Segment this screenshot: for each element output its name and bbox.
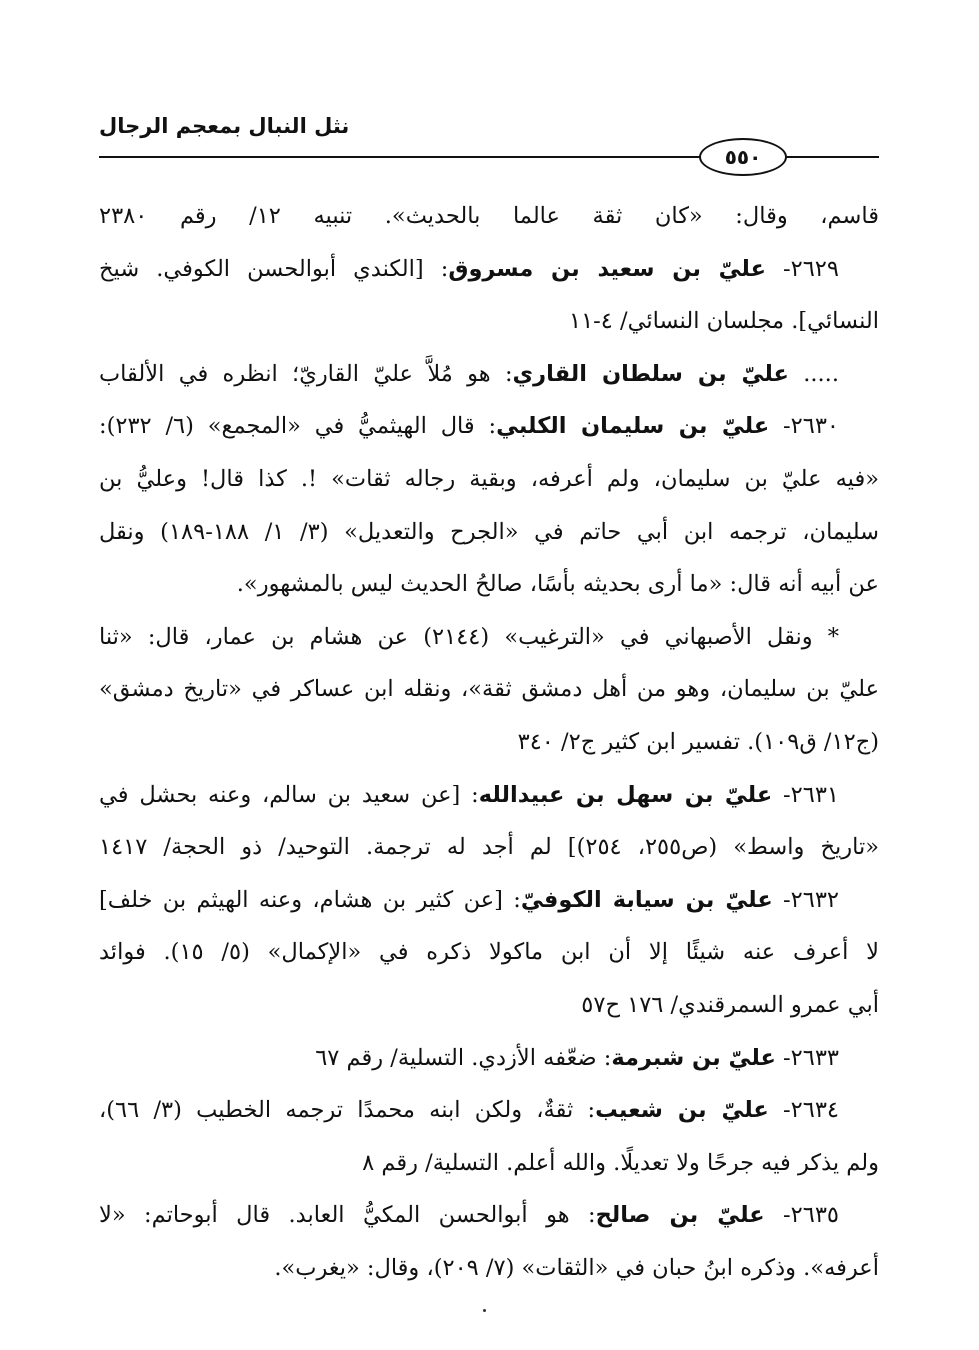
line-text: ٢٦٣٣- bbox=[775, 1044, 839, 1071]
page-number: ٥٥٠ bbox=[699, 138, 787, 176]
line-text: : [عن سعيد بن سالم، وعنه بحشل في bbox=[99, 781, 479, 808]
narrator-name: عليّ بن سيابة الكوفيّ bbox=[520, 886, 773, 913]
line-text: قاسم، وقال: «كان ثقة عالما بالحديث». تنبيه ١٢/ رقم ٢٣٨٠ bbox=[99, 203, 879, 229]
running-title: نثل النبال بمعجم الرجال bbox=[99, 114, 350, 138]
text-line bbox=[99, 243, 879, 296]
narrator-name: عليّ بن سلطان القاري bbox=[512, 360, 789, 387]
line-text: : قال الهيثميُّ في «المجمع» (٦/ ٢٣٢): bbox=[99, 413, 497, 440]
line-text: أعرفه». وذكره ابنُ حبان في «الثقات» (٧/ ٢٠٩)، وقال: «يغرب». bbox=[274, 1254, 879, 1281]
text-line bbox=[99, 874, 879, 927]
line-text: ..... bbox=[788, 360, 839, 387]
line-text: : هو أبوالحسن المكيُّ العابد. قال أبوحاتم: «لا bbox=[99, 1202, 596, 1229]
line-text: «تاريخ واسط» (ص٢٥٥، ٢٥٤)] لم أجد له ترجمة. التوحيد/ ذو الحجة/ ١٤١٧ bbox=[99, 834, 879, 861]
line-text: ٢٦٣٢- bbox=[772, 886, 840, 913]
narrator-name: عليّ بن شعيب bbox=[595, 1097, 769, 1124]
page-header bbox=[99, 108, 879, 172]
line-text: النسائي]. مجلسان النسائي/ ٤-١١ bbox=[569, 308, 879, 335]
line-text: «فيه عليّ بن سليمان، ولم أعرفه، وبقية رجاله ثقات» !. كذا قال! وعليُّ بن bbox=[99, 465, 879, 492]
text-line bbox=[99, 558, 879, 611]
text-line bbox=[99, 663, 879, 716]
line-text: : [عن كثير بن هشام، وعنه الهيثم بن خلف] bbox=[99, 886, 521, 913]
line-text: : هو مُلاَّ عليّ القاريّ؛ انظره في الألقاب bbox=[99, 360, 513, 387]
text-line bbox=[99, 506, 879, 559]
line-text: ٢٦٣٥- bbox=[764, 1202, 839, 1229]
narrator-name: عليّ بن صالح bbox=[595, 1202, 765, 1229]
text-line bbox=[99, 400, 879, 453]
line-text: (ج١٢/ ق١٠٩). تفسير ابن كثير ج٢/ ٣٤٠ bbox=[517, 728, 879, 755]
text-line bbox=[99, 716, 879, 769]
text-line bbox=[99, 453, 879, 506]
line-text: أبي عمرو السمرقندي/ ١٧٦ ح٥٧ bbox=[581, 991, 879, 1018]
text-line bbox=[99, 1137, 879, 1190]
line-text: ولم يذكر فيه جرحًا ولا تعديلًا. والله أعلم. التسلية/ رقم ٨ bbox=[362, 1149, 879, 1176]
text-line bbox=[99, 1084, 879, 1137]
line-text: : ضعّفه الأزدي. التسلية/ رقم ٦٧ bbox=[315, 1044, 612, 1071]
text-line bbox=[99, 821, 879, 874]
narrator-name: عليّ بن شبرمة bbox=[611, 1044, 776, 1071]
line-text: ٢٦٣١- bbox=[772, 781, 839, 808]
text-line bbox=[99, 348, 879, 401]
text-line bbox=[99, 769, 879, 822]
narrator-name: عليّ بن سهل بن عبيدالله bbox=[478, 781, 773, 808]
line-text: سليمان، ترجمه ابن أبي حاتم في «الجرح والتعديل» (٣/ ١/ ١٨٨-١٨٩) ونقل bbox=[99, 518, 879, 545]
line-text: عليّ بن سليمان، وهو من أهل دمشق ثقة»، ونقله ابن عساكر في «تاريخ دمشق» bbox=[99, 676, 879, 703]
text-line bbox=[99, 979, 879, 1032]
line-text: * ونقل الأصبهاني في «الترغيب» (٢١٤٤) عن هشام بن عمار، قال: «ثنا bbox=[99, 623, 839, 650]
text-line bbox=[99, 295, 879, 348]
narrator-name: عليّ بن سليمان الكلبي bbox=[496, 413, 770, 440]
text-line bbox=[99, 1242, 879, 1295]
text-line bbox=[99, 1189, 879, 1242]
footer-dot bbox=[483, 1309, 486, 1312]
line-text: لا أعرف عنه شيئًا إلا أن ابن ماكولا ذكره في «الإكمال» (٥/ ١٥). فوائد bbox=[99, 939, 879, 966]
text-line bbox=[99, 926, 879, 979]
text-line bbox=[99, 190, 879, 243]
line-text: : ثقةٌ، ولكن ابنه محمدًا ترجمه الخطيب (٣/ ٦٦)، bbox=[99, 1097, 596, 1124]
text-line bbox=[99, 1032, 879, 1085]
text-line bbox=[99, 611, 879, 664]
line-text: ٢٦٢٩- bbox=[765, 255, 839, 282]
line-text: ٢٦٣٠- bbox=[769, 413, 840, 440]
line-text: عن أبيه أنه قال: «ما أرى بحديثه بأسًا، صالحُ الحديث ليس بالمشهور». bbox=[236, 571, 879, 598]
body-text bbox=[99, 190, 879, 1294]
line-text: : [الكندي أبوالحسن الكوفي. شيخ bbox=[99, 255, 449, 282]
line-text: ٢٦٣٤- bbox=[768, 1097, 839, 1124]
narrator-name: عليّ بن سعيد بن مسروق bbox=[448, 255, 766, 282]
